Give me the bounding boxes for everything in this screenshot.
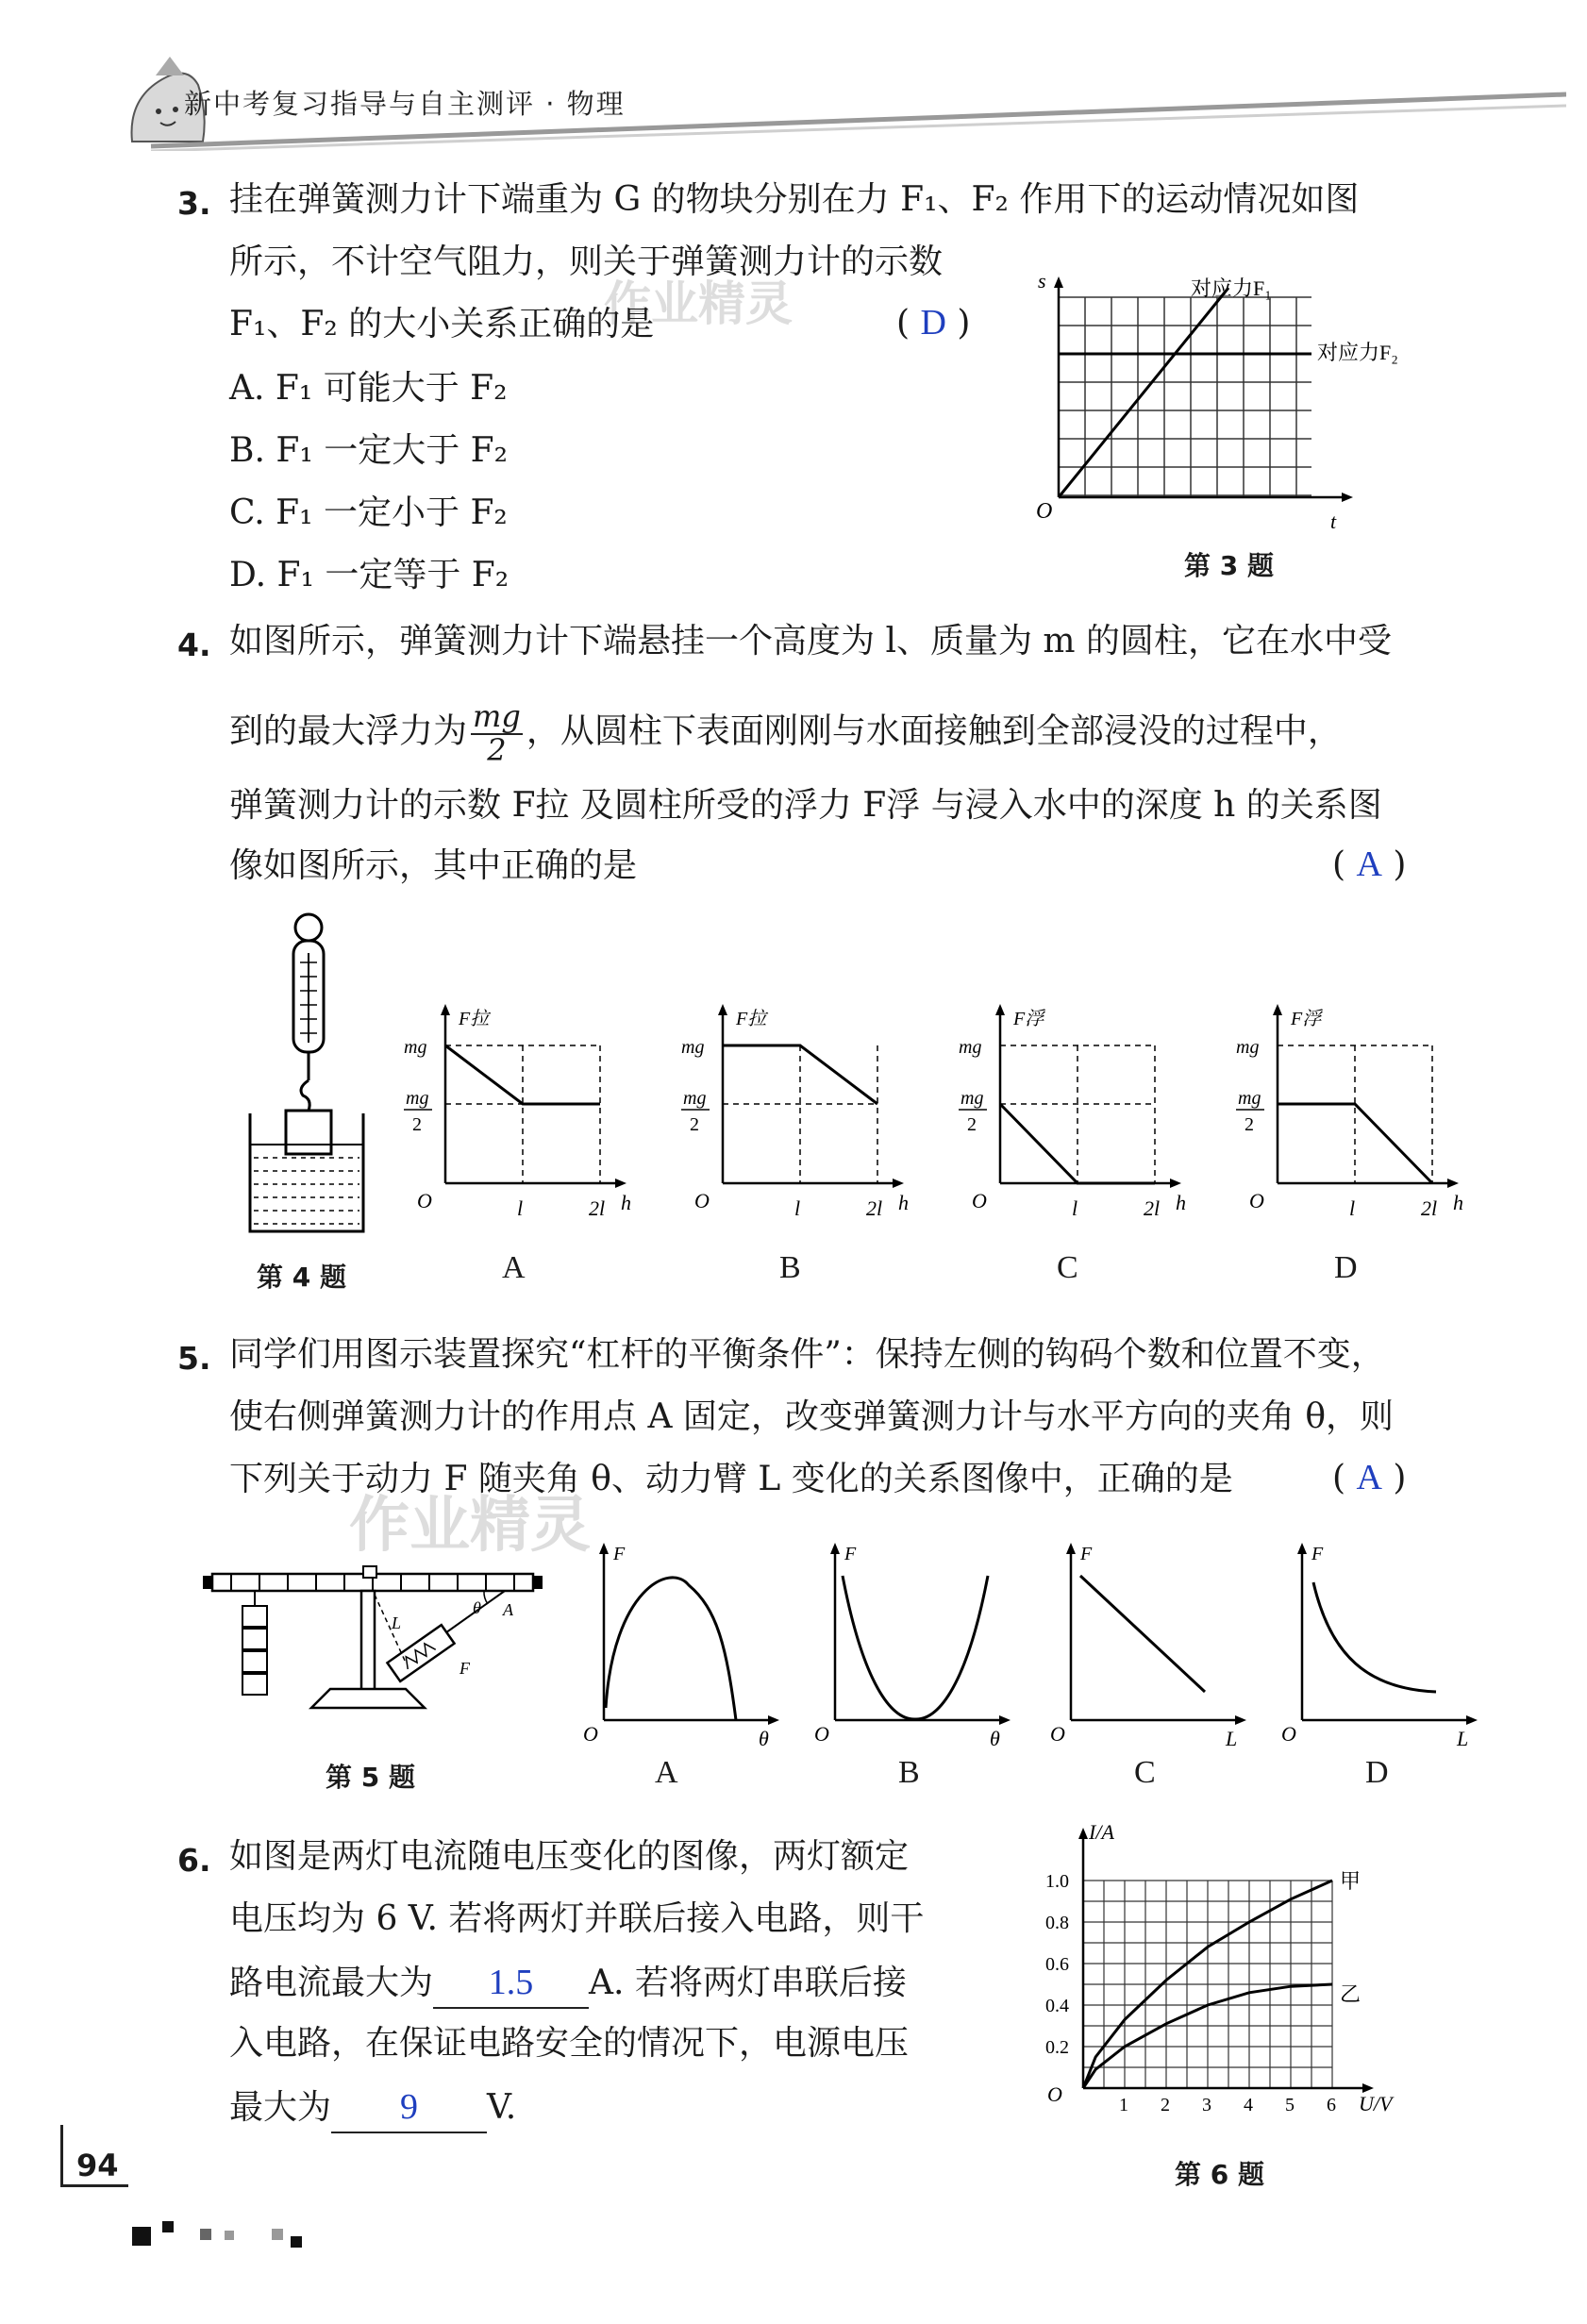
q4-answer: A <box>1356 844 1382 884</box>
q5-option-d-letter: D <box>1365 1755 1389 1790</box>
q5-fig-theta: θ <box>473 1598 481 1617</box>
q3-x-label: t <box>1330 510 1337 533</box>
q4-graph-a <box>394 998 640 1220</box>
q5-fig-A: A <box>503 1600 513 1619</box>
q6-x-tick: 2 <box>1161 2095 1170 2115</box>
q4c-2l: 2l <box>1144 1196 1161 1220</box>
q5-number: 5. <box>177 1340 211 1377</box>
q6-y-tick: 0.8 <box>1045 1913 1069 1933</box>
q5d-x: L <box>1457 1727 1469 1750</box>
q4d-y-label: F浮 <box>1291 1009 1322 1029</box>
q4b-mg: mg <box>681 1037 705 1058</box>
q4-frac-den: 2 <box>487 731 507 768</box>
q4-line2-post: ，从圆柱下表面刚刚与水面接触到全部浸没的过程中， <box>526 711 1342 751</box>
q3-option-a: A. F₁ 可能大于 F₂ <box>229 369 508 408</box>
q5-line3: 下列关于动力 F 随夹角 θ、动力臂 L 变化的关系图像中，正确的是 <box>229 1460 1233 1498</box>
q4b-origin: O <box>694 1189 710 1212</box>
q5-fig-F: F <box>459 1659 470 1678</box>
q3-line-f1 <box>1059 288 1228 497</box>
q4-apparatus <box>241 911 373 1246</box>
q6-answer1: 1.5 <box>433 1959 589 2009</box>
q6-y-tick: 0.2 <box>1045 2037 1069 2058</box>
q3-line2: 所示，不计空气阻力，则关于弹簧测力计的示数 <box>229 242 944 281</box>
q5-option-a-letter: A <box>655 1755 678 1790</box>
q6-x-tick: 1 <box>1119 2095 1128 2115</box>
q4-line2-pre: 到的最大浮力为 <box>229 711 468 751</box>
q6-answer2: 9 <box>331 2083 487 2133</box>
q4b-2l: 2l <box>866 1196 883 1220</box>
q5c-origin: O <box>1050 1722 1065 1746</box>
q4a-half-den: 2 <box>412 1114 422 1135</box>
q6-line2: 电压均为 6 V. 若将两灯并联后接入电路，则干 <box>229 1899 925 1938</box>
q6-y-tick: 0.6 <box>1045 1954 1069 1975</box>
q3-figure <box>1028 269 1444 533</box>
q5a-x: θ <box>759 1727 769 1750</box>
q4b-y-label: F拉 <box>736 1009 767 1029</box>
q4-graph-c <box>949 998 1194 1220</box>
q6-caption: 第 6 题 <box>1175 2159 1264 2190</box>
q6-line5-post: V. <box>487 2088 517 2127</box>
q4c-h: h <box>1176 1191 1186 1214</box>
q4b-h: h <box>898 1191 909 1214</box>
q5-answer: A <box>1356 1458 1382 1497</box>
q3-answer: D <box>920 303 946 343</box>
q3-f2-label: 对应力F₂ <box>1317 341 1398 364</box>
q3-option-b: B. F₁ 一定大于 F₂ <box>229 431 509 470</box>
q4-number: 4. <box>177 627 211 663</box>
q4c-l: l <box>1072 1196 1078 1220</box>
q3-answer-paren: ( D ) <box>896 303 971 343</box>
q4-option-d-letter: D <box>1334 1250 1358 1285</box>
q5b-y: F <box>844 1544 857 1564</box>
q5b-x: θ <box>990 1727 1000 1750</box>
header-title: 新中考复习指导与自主测评 · 物理 <box>184 88 626 120</box>
q5-option-b-letter: B <box>898 1755 920 1790</box>
q5a-origin: O <box>583 1722 598 1746</box>
q4a-2l: 2l <box>589 1196 606 1220</box>
q3-option-d: D. F₁ 一定等于 F₂ <box>229 556 510 594</box>
q5-apparatus <box>203 1557 552 1741</box>
q4-line2 <box>229 698 1342 768</box>
q4a-half-num: mg <box>406 1088 429 1109</box>
q4a-origin: O <box>417 1189 432 1212</box>
q6-number: 6. <box>177 1842 211 1879</box>
q4c-y-label: F浮 <box>1013 1009 1044 1029</box>
q3-origin: O <box>1036 499 1053 524</box>
q6-y-tick: 0.4 <box>1045 1996 1069 2016</box>
q5c-y: F <box>1080 1544 1093 1564</box>
page-number: 94 <box>60 2125 128 2187</box>
q5b-origin: O <box>814 1722 829 1746</box>
q6-y-tick: 1.0 <box>1045 1871 1069 1892</box>
q4-frac-num: mg <box>473 698 521 734</box>
q4a-y-label: F拉 <box>459 1009 490 1029</box>
q4-graph-b <box>672 998 917 1220</box>
q5-line1: 同学们用图示装置探究“杠杆的平衡条件”：保持左侧的钩码个数和位置不变， <box>229 1335 1385 1374</box>
q6-line3-post: A. 若将两灯串联后接 <box>589 1964 907 2002</box>
q4d-half-den: 2 <box>1245 1114 1254 1135</box>
q4-option-b-letter: B <box>779 1250 801 1285</box>
q4c-mg: mg <box>959 1037 982 1058</box>
q3-option-c: C. F₁ 一定小于 F₂ <box>229 493 508 532</box>
q4a-h: h <box>621 1191 631 1214</box>
q5-graph-b <box>807 1533 1024 1750</box>
watermark: 作业精灵 <box>604 276 793 331</box>
q5-graph-c <box>1043 1533 1260 1750</box>
q5-graph-d <box>1274 1533 1491 1750</box>
q6-label-jia: 甲 <box>1340 1869 1361 1893</box>
q5-graph-a <box>576 1533 793 1750</box>
q3-line3: F₁、F₂ 的大小关系正确的是 <box>229 305 655 343</box>
q6-x-tick: 3 <box>1202 2095 1211 2115</box>
q4d-mg: mg <box>1236 1037 1260 1058</box>
q4-caption: 第 4 题 <box>257 1262 346 1293</box>
q5c-x: L <box>1226 1727 1238 1750</box>
q4b-l: l <box>794 1196 801 1220</box>
q4b-half-num: mg <box>683 1088 707 1109</box>
q4-line1: 如图所示，弹簧测力计下端悬挂一个高度为 l、质量为 m 的圆柱，它在水中受 <box>229 622 1392 660</box>
q5a-y: F <box>613 1544 626 1564</box>
q4d-2l: 2l <box>1421 1196 1438 1220</box>
q4a-l: l <box>517 1196 524 1220</box>
q5-caption: 第 5 题 <box>326 1762 415 1793</box>
q4b-half-den: 2 <box>690 1114 699 1135</box>
q5-answer-paren: ( A ) <box>1332 1458 1407 1497</box>
q6-x-tick: 5 <box>1285 2095 1295 2115</box>
q6-line3 <box>229 1959 907 2009</box>
q4d-h: h <box>1453 1191 1463 1214</box>
q6-x-tick: 4 <box>1244 2095 1253 2115</box>
q4c-origin: O <box>972 1189 987 1212</box>
q6-line5-pre: 最大为 <box>229 2088 332 2127</box>
q4-option-a-letter: A <box>502 1250 526 1285</box>
q6-line4: 入电路，在保证电路安全的情况下，电源电压 <box>229 2024 910 2063</box>
q4-graph-d <box>1227 998 1472 1220</box>
q3-number: 3. <box>177 185 211 222</box>
q4d-l: l <box>1349 1196 1356 1220</box>
q6-line3-pre: 路电流最大为 <box>229 1964 434 2002</box>
q5-line2: 使右侧弹簧测力计的作用点 A 固定，改变弹簧测力计与水平方向的夹角 θ，则 <box>229 1397 1395 1436</box>
q4-line3: 弹簧测力计的示数 F拉 及圆柱所受的浮力 F浮 与浸入水中的深度 h 的关系图 <box>229 786 1382 825</box>
q3-caption: 第 3 题 <box>1184 550 1274 581</box>
q5-fig-L: L <box>392 1613 402 1632</box>
q5-option-c-letter: C <box>1134 1755 1156 1790</box>
watermark: 作业精灵 <box>349 1491 591 1561</box>
q6-x-label: U/V <box>1359 2092 1393 2115</box>
q3-f1-label: 对应力F₁ <box>1191 276 1272 300</box>
q5d-y: F <box>1311 1544 1324 1564</box>
q6-line1: 如图是两灯电流随电压变化的图像，两灯额定 <box>229 1837 910 1876</box>
q4d-origin: O <box>1249 1189 1264 1212</box>
q6-line5 <box>229 2083 516 2133</box>
q6-figure <box>1028 1816 1444 2137</box>
q4-option-c-letter: C <box>1057 1250 1078 1285</box>
q4-line4: 像如图所示，其中正确的是 <box>229 846 638 885</box>
footer-decoration <box>132 2217 321 2255</box>
q4a-mg: mg <box>404 1037 427 1058</box>
q4d-half-num: mg <box>1238 1088 1261 1109</box>
q6-origin: O <box>1047 2082 1062 2106</box>
q6-x-tick: 6 <box>1327 2095 1336 2115</box>
q6-y-label: I/A <box>1089 1820 1114 1844</box>
q4-answer-paren: ( A ) <box>1332 844 1407 884</box>
q4c-half-num: mg <box>961 1088 984 1109</box>
q3-y-label: s <box>1038 269 1046 293</box>
q3-line1: 挂在弹簧测力计下端重为 G 的物块分别在力 F₁、F₂ 作用下的运动情况如图 <box>229 180 1360 219</box>
q4c-half-den: 2 <box>967 1114 977 1135</box>
q6-label-yi: 乙 <box>1340 1982 1361 2006</box>
q5d-origin: O <box>1281 1722 1296 1746</box>
